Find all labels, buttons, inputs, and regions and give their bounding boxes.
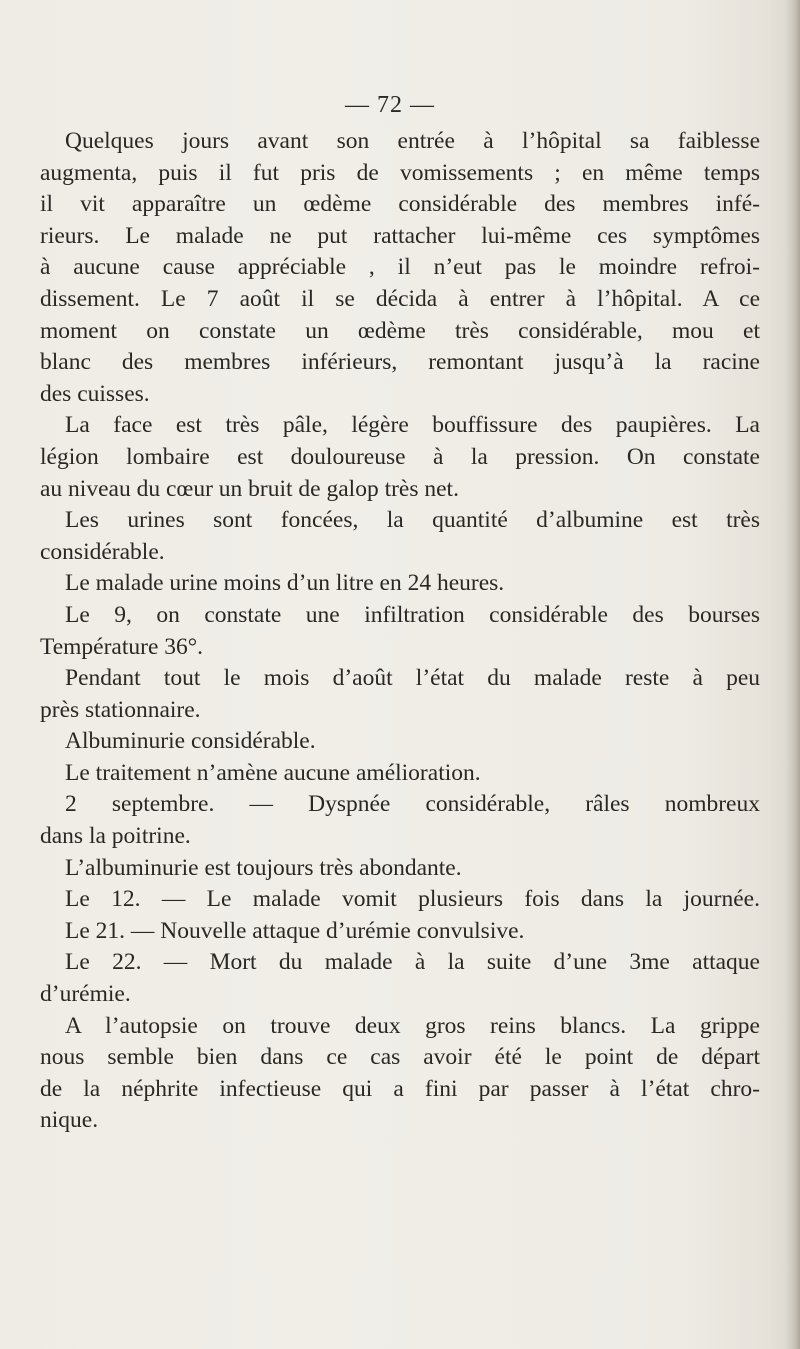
text-line: Le malade urine moins d’un litre en 24 heures.: [65, 570, 505, 597]
text-line: Le 22. — Mort du malade à la suite d’une 3me attaque: [65, 949, 760, 976]
text-line: légion lombaire est douloureuse à la pression. On constate: [40, 443, 760, 470]
text-line: Le 21. — Nouvelle attaque d’urémie convulsive.: [65, 917, 525, 944]
text-line: Le 12. — Le malade vomit plusieurs fois dans la journée.: [65, 886, 760, 913]
text-line: dans la poitrine.: [40, 823, 191, 850]
text-line: A l’autopsie on trouve deux gros reins blancs. La grippe: [65, 1012, 760, 1039]
body-text: [40, 126, 760, 1137]
text-line: Les urines sont foncées, la quantité d’albumine est très: [65, 507, 760, 534]
text-line: L’albuminurie est toujours très abondante.: [65, 854, 462, 881]
text-line: La face est très pâle, légère bouffissure des paupières. La: [65, 412, 760, 439]
text-line: rieurs. Le malade ne put rattacher lui-même ces symptômes: [40, 222, 760, 249]
text-line: Le 9, on constate une infiltration considérable des bourses: [65, 601, 760, 628]
page-number: — 72 —: [345, 92, 435, 118]
text-line: augmenta, puis il fut pris de vomissements ; en même temps: [40, 159, 760, 186]
text-line: 2 septembre. — Dyspnée considérable, râles nombreux: [65, 791, 760, 818]
text-line: à aucune cause appréciable , il n’eut pas le moindre refroi-: [40, 254, 760, 281]
page-edge-shadow: [786, 0, 800, 1349]
text-line: de la néphrite infectieuse qui a fini par passer à l’état chro-: [40, 1075, 760, 1102]
text-line: Température 36°.: [40, 633, 204, 660]
text-line: près stationnaire.: [40, 696, 201, 723]
text-line: nous semble bien dans ce cas avoir été le point de départ: [40, 1044, 760, 1071]
text-line: dissement. Le 7 août il se décida à entrer à l’hôpital. A ce: [40, 285, 760, 312]
text-line: d’urémie.: [40, 981, 131, 1008]
text-line: moment on constate un œdème très considérable, mou et: [40, 317, 760, 344]
text-line: Quelques jours avant son entrée à l’hôpital sa faiblesse: [65, 128, 760, 154]
text-line: nique.: [40, 1107, 99, 1134]
text-line: considérable.: [40, 538, 165, 565]
text-line: blanc des membres inférieurs, remontant jusqu’à la racine: [40, 349, 760, 376]
text-line: Le traitement n’amène aucune amélioration.: [65, 759, 481, 786]
text-line: des cuisses.: [40, 380, 150, 407]
text-line: Albuminurie considérable.: [65, 728, 316, 755]
text-line: Pendant tout le mois d’août l’état du malade reste à peu: [65, 665, 760, 692]
text-line: il vit apparaître un œdème considérable des membres infé-: [40, 191, 760, 218]
text-line: au niveau du cœur un bruit de galop très net.: [40, 475, 459, 502]
